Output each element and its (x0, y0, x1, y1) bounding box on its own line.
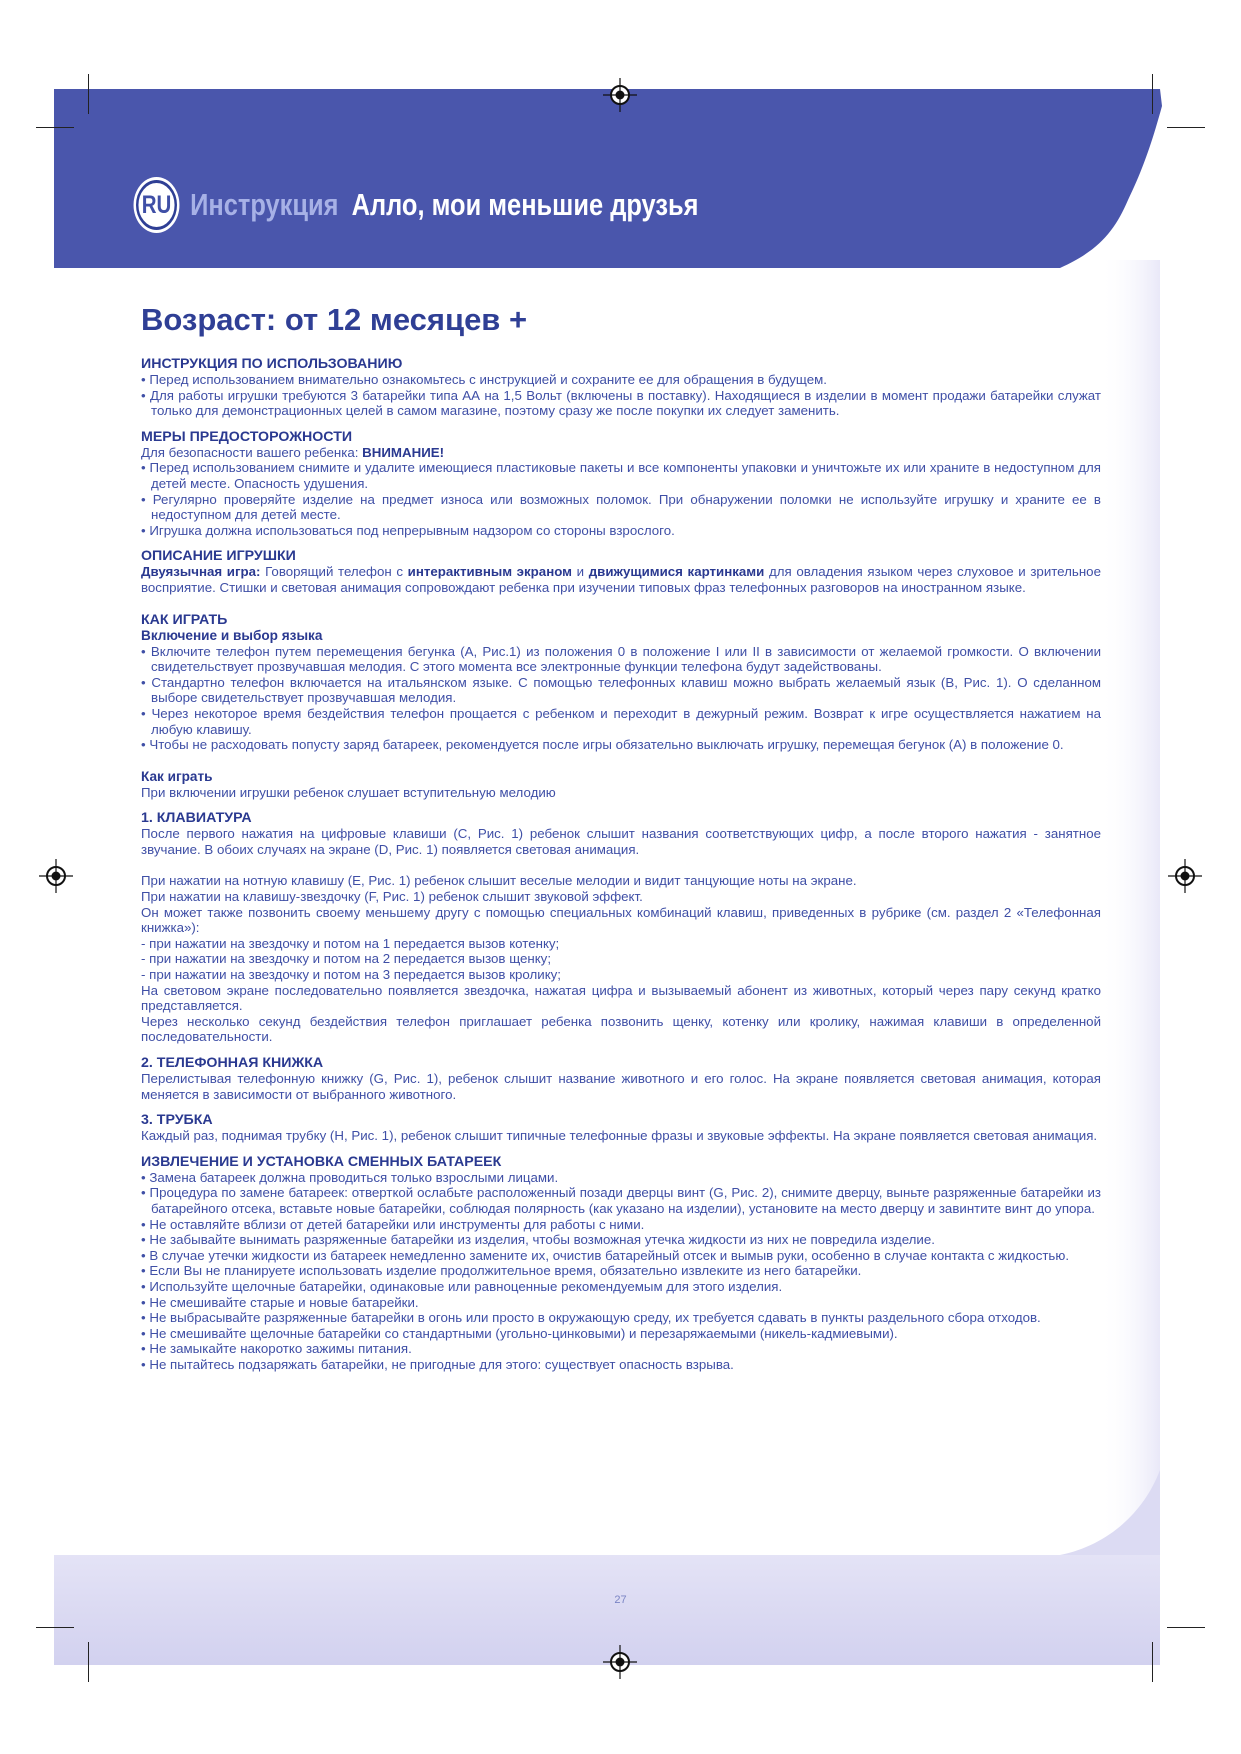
header-title-part2: Алло, мои меньшие друзья (351, 187, 699, 222)
list-item: • Процедура по замене батареек: отверткой ослабьте расположенный позади дверцы винт (G, Рис. 2), снимите дверцу, выньте разряженные батарейки из батарейного отсека, вставьте новые батарейки, соблюдая полярность (как указано на изделии), установите на место дверцу и завинтите винт до упора. (141, 1185, 1101, 1216)
keyboard-line: Через несколько секунд бездействия телефон приглашает ребенка позвонить щенку, котенку или кролику, нажимая клавиши в определенной последовательности. (141, 1013, 1101, 1045)
warning-label: ВНИМАНИЕ! (362, 444, 445, 460)
main-content (141, 300, 1101, 1373)
crop-mark (1167, 127, 1205, 128)
list-item: • Стандартно телефон включается на итальянском языке. С помощью телефонных клавиш можно выбрать желаемый язык (В, Рис. 1). О сделанном выборе свидетельствует прозвучавшая мелодия. (141, 674, 1101, 706)
description-section-title: ОПИСАНИЕ ИГРУШКИ (141, 548, 296, 565)
crop-mark (36, 1627, 74, 1628)
phonebook-text: Перелистывая телефонную книжку (G, Рис. 1), ребенок слышит название животного и его голос. На экране появляется световая анимация, которая меняется в зависимости от выбранного животного. (141, 1071, 1101, 1102)
list-item: • Включите телефон путем перемещения бегунка (А, Рис.1) из положения 0 в положение I или II в зависимости от желаемой громкости. О включении свидетельствует прозвучавшая мелодия. С этого момента все электронные функции телефона будут задействованы. (141, 643, 1101, 675)
list-item: • Не оставляйте вблизи от детей батарейки или инструменты для работы с ними. (141, 1216, 645, 1232)
usage-section-title: ИНСТРУКЦИЯ ПО ИСПОЛЬЗОВАНИЮ (141, 356, 403, 372)
registration-mark-icon (603, 78, 637, 112)
safety-intro-text: Для безопасности вашего ребенка: (141, 444, 363, 460)
description-bold-1: Двуязычная игра: (141, 564, 261, 580)
list-item: • Перед использованием снимите и удалите имеющиеся пластиковые пакеты и все компоненты упаковки и уничтожьте их или храните в недоступном для детей месте. Опасность удушения. (141, 460, 1101, 491)
keyboard-line: - при нажатии на звездочку и потом на 2 передается вызов щенку; (141, 951, 552, 967)
registration-mark-icon (39, 859, 73, 893)
batteries-section-title: ИЗВЛЕЧЕНИЕ И УСТАНОВКА СМЕННЫХ БАТАРЕЕК (141, 1153, 502, 1170)
list-item: • Не замыкайте накоротко зажимы питания. (141, 1341, 412, 1357)
language-badge-label: RU (141, 190, 172, 219)
list-item: • Не выбрасывайте разряженные батарейки в огонь или просто в окружающую среду, их требуется сдавать в пункты раздельного сбора отходов. (141, 1310, 1041, 1326)
keyboard-line: - при нажатии на звездочку и потом на 1 передается вызов котенку; (141, 935, 560, 951)
list-item: • Чтобы не расходовать попусту заряд батареек, рекомендуется после игры обязательно выключать игрушку, перемещая бегунок (А) в положение 0. (141, 737, 1064, 753)
description-text-3: для овладения языком через слуховое и зрительное восприятие. Стишки и световая анимация сопровождают ребенка при изучении типовых фраз телефонных разговоров на иностранном языке. (141, 564, 1101, 595)
crop-mark (1167, 1627, 1205, 1628)
description-bold-3: движущимися картинками (588, 564, 765, 580)
keyboard-line: При нажатии на клавишу-звездочку (F, Рис. 1) ребенок слышит звуковой эффект. (141, 889, 643, 905)
description-bold-2: интерактивным экраном (407, 564, 573, 580)
age-heading: Возраст: от 12 месяцев + (141, 302, 528, 337)
safety-intro (141, 445, 1101, 461)
right-side-band (1100, 260, 1160, 1560)
keyboard-line: - при нажатии на звездочку и потом на 3 передается вызов кролику; (141, 967, 562, 983)
description-text-2: и (572, 564, 589, 580)
list-item: • Не забывайте вынимать разряженные батарейки из изделия, чтобы возможная утечка жидкости из них не повредила изделие. (141, 1232, 935, 1248)
how-to-play-subtitle-2: Как играть (141, 768, 213, 784)
keyboard-paragraph: После первого нажатия на цифровые клавиши (С, Рис. 1) ребенок слышит названия соответствующих цифр, а после второго нажатия - занятное звучание. В обоих случаях на экране (D, Рис. 1) появляется световая анимация. (141, 826, 1101, 857)
how-to-play-subtitle: Включение и выбор языка (141, 627, 323, 643)
list-item: • Не пытайтесь подзаряжать батарейки, не пригодные для этого: существует опасность взрыва. (141, 1356, 734, 1372)
how-to-play-section-title: КАК ИГРАТЬ (141, 611, 228, 628)
list-item: • Игрушка должна использоваться под непрерывным надзором со стороны взрослого. (141, 522, 675, 538)
registration-mark-icon (603, 1645, 637, 1679)
language-badge (136, 180, 177, 230)
handset-text: Каждый раз, поднимая трубку (Н, Рис. 1), ребенок слышит типичные телефонные фразы и звуковые эффекты. На экране появляется световая анимация. (141, 1128, 1098, 1144)
list-item: • Через некоторое время бездействия телефон прощается с ребенком и переходит в дежурный режим. Возврат к игре осуществляется нажатием на любую клавишу. (141, 705, 1101, 737)
list-item: • Не смешивайте старые и новые батарейки. (141, 1294, 419, 1310)
crop-mark (1152, 1642, 1153, 1682)
list-item: • Не смешивайте щелочные батарейки со стандартными (угольно-цинковыми) и перезаряжаемыми (никель-кадмиевыми). (141, 1325, 898, 1341)
handset-section-title: 3. ТРУБКА (141, 1112, 213, 1129)
keyboard-line: При нажатии на нотную клавишу (Е, Рис. 1) ребенок слышит веселые мелодии и видит танцующие ноты на экране. (141, 873, 857, 889)
list-item: • Регулярно проверяйте изделие на предмет износа или возможных поломок. При обнаружении поломки не используйте игрушку и храните ее в недоступном для детей месте. (141, 491, 1101, 523)
list-item: • Перед использованием внимательно ознакомьтесь с инструкцией и сохраните ее для обращения в будущем. (141, 372, 827, 387)
list-item: • Используйте щелочные батарейки, одинаковые или равноценные рекомендуемым для этого изделия. (141, 1278, 783, 1294)
page-number: 27 (614, 1594, 627, 1606)
crop-mark (88, 74, 89, 114)
keyboard-line: На световом экране последовательно появляется звездочка, нажатая цифра и вызываемый абонент из животных, который через пару секунд кратко представляется. (141, 982, 1101, 1014)
header-title-part1: Инструкция (190, 187, 339, 222)
list-item: • В случае утечки жидкости из батареек немедленно замените их, очистив батарейный отсек и вымыв руки, особенно в случае контакта с жидкостью. (141, 1247, 1070, 1263)
header-band (54, 89, 1162, 268)
keyboard-section-title: 1. КЛАВИАТУРА (141, 810, 252, 827)
description-text (141, 564, 1101, 595)
registration-mark-icon (1168, 859, 1202, 893)
description-text-1: Говорящий телефон с (260, 564, 408, 580)
keyboard-line: Он может также позвонить своему меньшему другу с помощью специальных комбинаций клавиш, приведенных в рубрике (см. раздел 2 «Телефонная книжка»): (141, 904, 1101, 936)
list-item: • Если Вы не планируете использовать изделие продолжительное время, обязательно извлеките из него батарейки. (141, 1263, 862, 1279)
phonebook-section-title: 2. ТЕЛЕФОННАЯ КНИЖКА (141, 1055, 324, 1071)
header-title (136, 180, 698, 230)
crop-mark (1152, 74, 1153, 114)
list-item: • Замена батареек должна проводиться только взрослыми лицами. (141, 1169, 559, 1185)
crop-mark (36, 127, 74, 128)
how-to-play-text: При включении игрушки ребенок слушает вступительную мелодию (141, 784, 556, 800)
crop-mark (88, 1642, 89, 1682)
safety-section-title: МЕРЫ ПРЕДОСТОРОЖНОСТИ (141, 428, 353, 445)
list-item: • Для работы игрушки требуются 3 батарейки типа АА на 1,5 Вольт (включены в поставку). Находящиеся в изделии в момент продажи батарейки служат только для демонстрационных целей в самом магазине, поэтому сразу же после покупки их следует заменить. (141, 387, 1101, 419)
